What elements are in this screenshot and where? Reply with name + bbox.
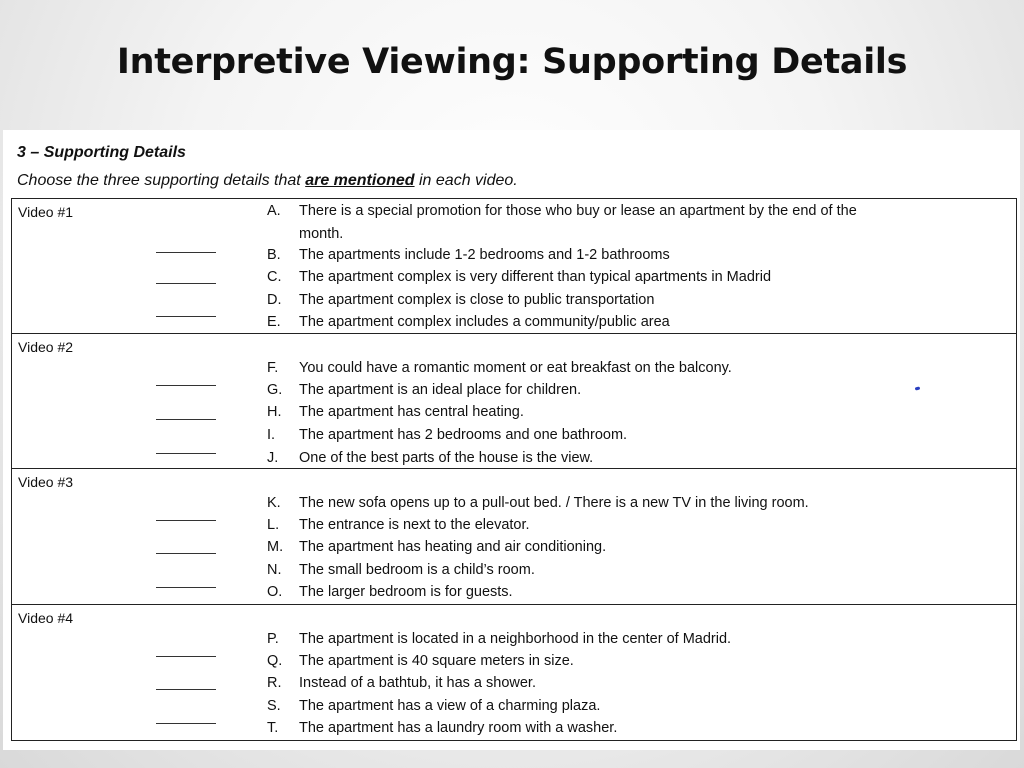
option-a: A. There is a special promotion for those who buy or lease an apartment by the end of the month. bbox=[267, 203, 857, 242]
option-o: O. The larger bedroom is for guests. bbox=[267, 584, 513, 600]
video-row-2 bbox=[12, 334, 1017, 469]
instruction-emphasis: are mentioned bbox=[305, 172, 415, 189]
option-e: E. The apartment complex includes a community/public area bbox=[267, 314, 670, 330]
video-row-4 bbox=[12, 605, 1017, 741]
answer-blank[interactable] bbox=[156, 520, 216, 522]
video-label: Video #4 bbox=[18, 610, 74, 626]
slide-title: Interpretive Viewing: Supporting Details bbox=[116, 42, 908, 82]
pen-mark bbox=[915, 386, 921, 390]
answer-blank[interactable] bbox=[156, 385, 216, 387]
option-i: I. The apartment has 2 bedrooms and one bathroom. bbox=[267, 427, 628, 443]
option-c: C. The apartment complex is very different than typical apartments in Madrid bbox=[267, 269, 772, 285]
answer-blank[interactable] bbox=[156, 656, 216, 658]
option-l: L. The entrance is next to the elevator. bbox=[267, 517, 530, 533]
answer-blank[interactable] bbox=[156, 252, 216, 254]
option-r: R. Instead of a bathtub, it has a shower. bbox=[267, 675, 536, 691]
answer-blank[interactable] bbox=[156, 419, 216, 421]
answer-blank[interactable] bbox=[156, 453, 216, 455]
option-b: B. The apartments include 1-2 bedrooms and 1-2 bathrooms bbox=[267, 247, 670, 263]
question-table bbox=[11, 198, 1017, 741]
option-h: H. The apartment has central heating. bbox=[267, 404, 524, 420]
option-t: T. The apartment has a laundry room with a washer. bbox=[267, 720, 618, 736]
answer-blank[interactable] bbox=[156, 689, 216, 691]
answer-blank[interactable] bbox=[156, 723, 216, 725]
instruction bbox=[17, 172, 518, 190]
worksheet bbox=[3, 130, 1020, 750]
option-k: K. The new sofa opens up to a pull-out bed. / There is a new TV in the living room. bbox=[267, 495, 809, 511]
option-j: J. One of the best parts of the house is the view. bbox=[267, 450, 594, 466]
option-p: P. The apartment is located in a neighborhood in the center of Madrid. bbox=[267, 631, 732, 647]
option-f: F. You could have a romantic moment or eat breakfast on the balcony. bbox=[267, 360, 732, 376]
video-row-1 bbox=[12, 199, 1017, 334]
answer-blank[interactable] bbox=[156, 316, 216, 318]
answer-blank[interactable] bbox=[156, 553, 216, 555]
answer-blank[interactable] bbox=[156, 283, 216, 285]
video-label: Video #1 bbox=[18, 204, 74, 220]
option-g: G. The apartment is an ideal place for children. bbox=[267, 382, 582, 398]
instruction-before: Choose the three supporting details that bbox=[17, 172, 306, 189]
section-title: 3 – Supporting Details bbox=[17, 144, 186, 161]
option-m: M. The apartment has heating and air conditioning. bbox=[267, 539, 607, 555]
option-s: S. The apartment has a view of a charming plaza. bbox=[267, 698, 601, 714]
option-d: D. The apartment complex is close to public transportation bbox=[267, 292, 655, 308]
answer-blank[interactable] bbox=[156, 587, 216, 589]
instruction-after: in each video. bbox=[414, 172, 518, 189]
video-label: Video #2 bbox=[18, 339, 74, 355]
video-row-3 bbox=[12, 469, 1017, 605]
option-n: N. The small bedroom is a child’s room. bbox=[267, 562, 535, 578]
option-q: Q. The apartment is 40 square meters in size. bbox=[267, 653, 574, 669]
video-label: Video #3 bbox=[18, 474, 74, 490]
